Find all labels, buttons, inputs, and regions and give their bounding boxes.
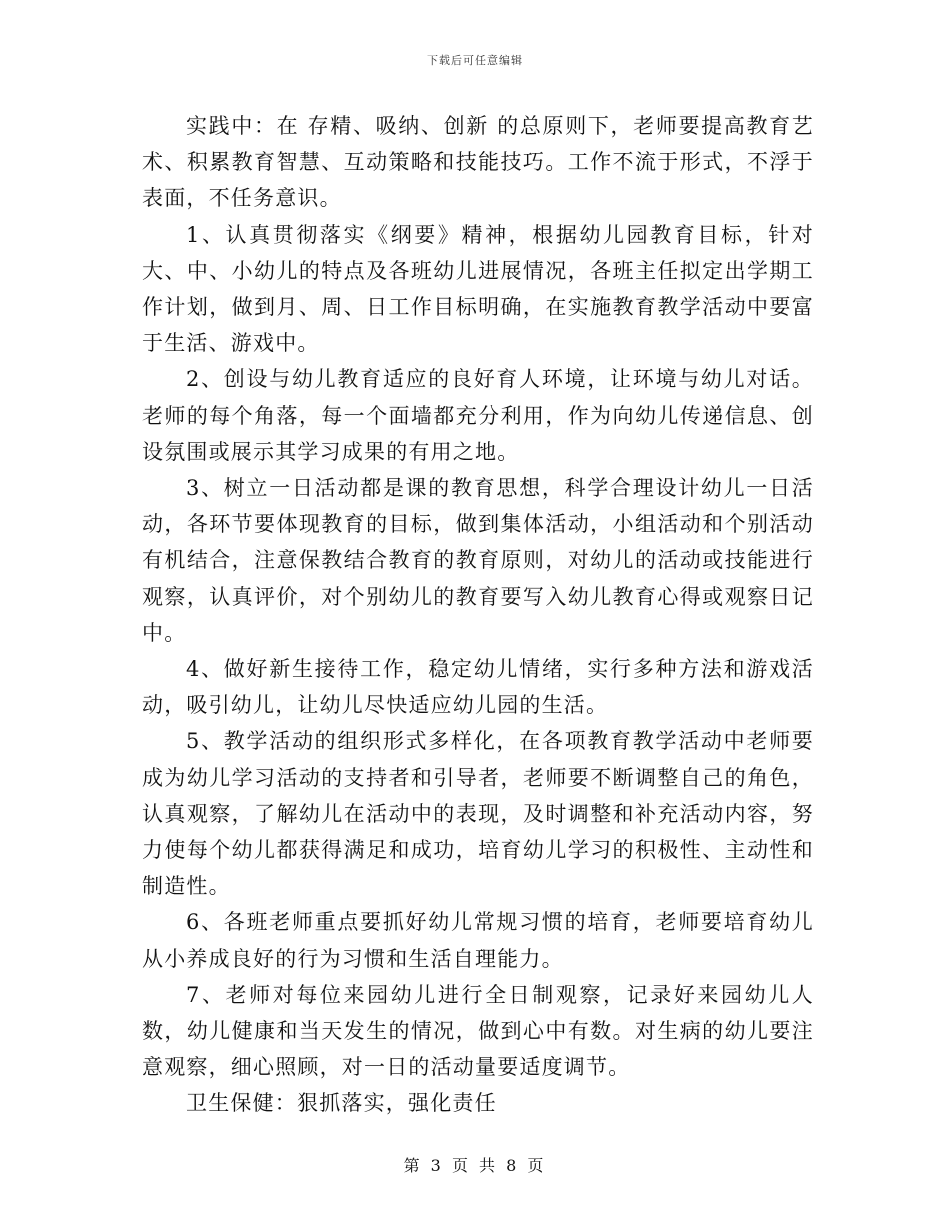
paragraph-item-2: 2、创设与幼儿教育适应的良好育人环境，让环境与幼儿对话。老师的每个角落，每一个面墙都充分利用，作为向幼儿传递信息、创设氛围或展示其学习成果的有用之地。 (142, 367, 814, 464)
section-heading-hygiene: 卫生保健：狠抓落实，强化责任 (186, 1091, 497, 1116)
paragraph-item-6: 6、各班老师重点要抓好幼儿常规习惯的培育，老师要培育幼儿从小养成良好的行为习惯和生活自理能力。 (142, 910, 814, 971)
document-body (142, 108, 814, 1122)
page-number: 第 3 页 共 8 页 (403, 1156, 547, 1175)
paragraph-practice: 实践中：在 存精、吸纳、创新 的总原则下，老师要提高教育艺术、积累教育智慧、互动策略和技能技巧。工作不流于形式，不浮于表面，不任务意识。 (142, 114, 814, 211)
paragraph-item-7: 7、老师对每位来园幼儿进行全日制观察，记录好来园幼儿人数，幼儿健康和当天发生的情况，做到心中有数。对生病的幼儿要注意观察，细心照顾，对一日的活动量要适度调节。 (142, 982, 814, 1080)
paragraph-item-4: 4、做好新生接待工作，稳定幼儿情绪，实行多种方法和游戏活动，吸引幼儿，让幼儿尽快适应幼儿园的生活。 (142, 657, 814, 718)
paragraph-item-3: 3、树立一日活动都是课的教育思想，科学合理设计幼儿一日活动，各环节要体现教育的目标，做到集体活动，小组活动和个别活动有机结合，注意保教结合教育的教育原则，对幼儿的活动或技能进行观察，认真评价，对个别幼儿的教育要写入幼儿教育心得或观察日记中。 (142, 476, 814, 645)
paragraph-item-1: 1、认真贯彻落实《纲要》精神，根据幼儿园教育目标，针对大、中、小幼儿的特点及各班幼儿进展情况，各班主任拟定出学期工作计划，做到月、周、日工作目标明确，在实施教育教学活动中要富于生活、游戏中。 (142, 222, 814, 356)
paragraph-item-5: 5、教学活动的组织形式多样化，在各项教育教学活动中老师要成为幼儿学习活动的支持者和引导者，老师要不断调整自己的角色，认真观察，了解幼儿在活动中的表现，及时调整和补充活动内容，努力使每个幼儿都获得满足和成功，培育幼儿学习的积极性、主动性和制造性。 (142, 729, 814, 899)
page-header-note: 下载后可任意编辑 (427, 54, 523, 67)
